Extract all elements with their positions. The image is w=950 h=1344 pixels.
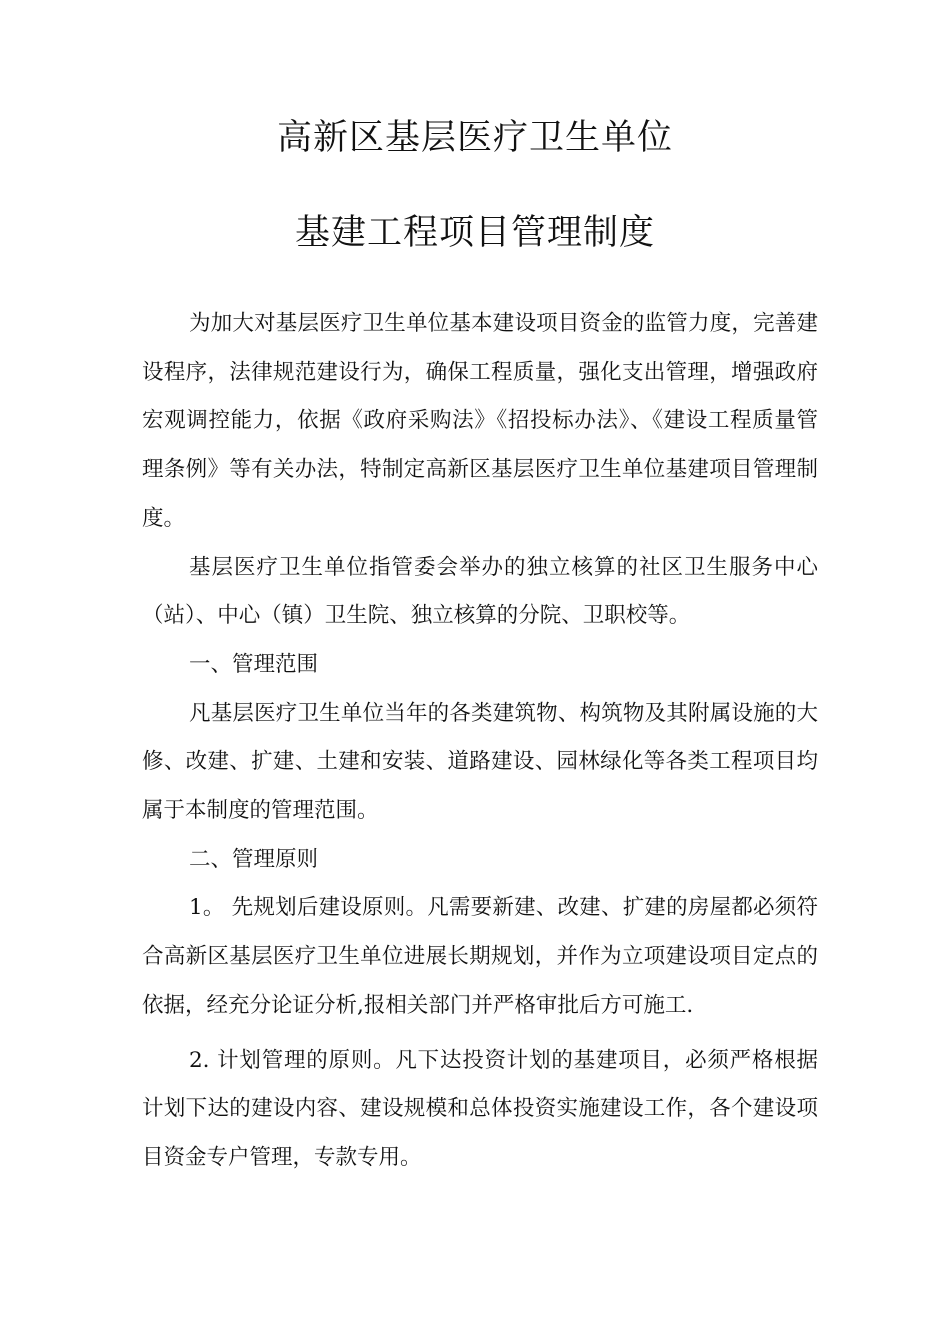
paragraph-scope: 凡基层医疗卫生单位当年的各类建筑物、构筑物及其附属设施的大修、改建、扩建、土建和安装、道路建设、园林绿化等各类工程项目均属于本制度的管理范围。 [142, 700, 818, 824]
paragraph-principle-2: 2. 计划管理的原则。凡下达投资计划的基建项目，必须严格根据计划下达的建设内容、建设规模和总体投资实施建设工作，各个建设项目资金专户管理，专款专用。 [142, 1047, 818, 1170]
document-title-line-1: 高新区基层医疗卫生单位 [276, 118, 673, 158]
section-heading-principles: 二、管理原则 [189, 846, 319, 872]
paragraph-definition: 基层医疗卫生单位指管委会举办的独立核算的社区卫生服务中心（站）、中心（镇）卫生院、独立核算的分院、卫职校等。 [142, 554, 818, 629]
paragraph-principle-1: 1。 先规划后建设原则。凡需要新建、改建、扩建的房屋都必须符合高新区基层医疗卫生单位进展长期规划，并作为立项建设项目定点的依据，经充分论证分析,报相关部门并严格审批后方可施工. [142, 895, 818, 1018]
document-title-line-2: 基建工程项目管理制度 [294, 213, 655, 253]
document-body [142, 300, 818, 1183]
paragraph-intro: 为加大对基层医疗卫生单位基本建设项目资金的监管力度，完善建设程序，法律规范建设行为，确保工程质量，强化支出管理，增强政府宏观调控能力，依据《政府采购法》《招投标办法》、《建设工程质量管理条例》等有关办法，特制定高新区基层医疗卫生单位基建项目管理制度。 [142, 311, 818, 531]
section-heading-scope: 一、管理范围 [189, 651, 319, 677]
